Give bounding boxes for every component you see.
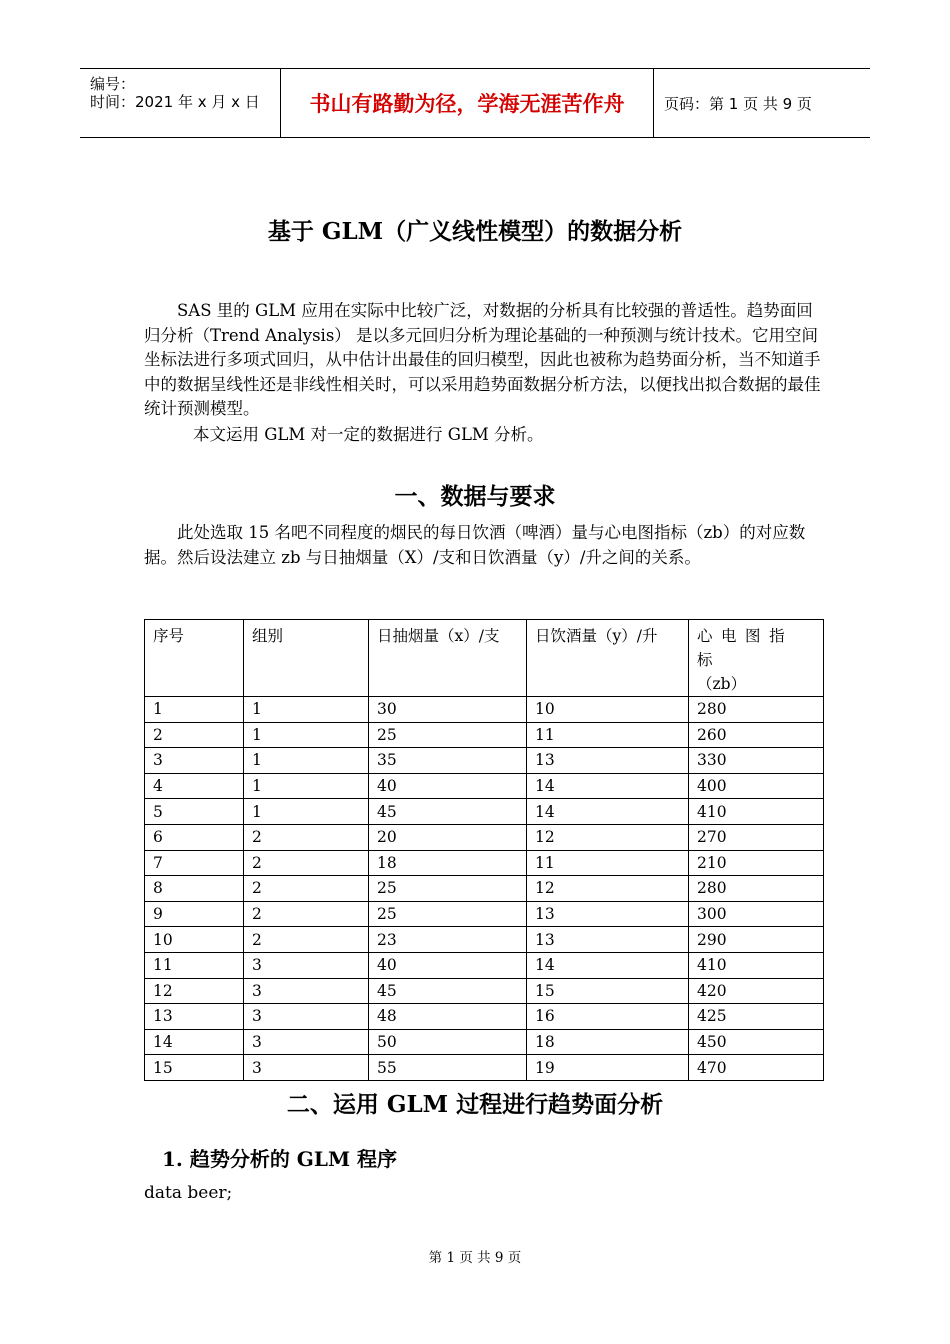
table-cell: 45	[369, 799, 527, 825]
table-row	[145, 927, 824, 953]
table-cell: 4	[145, 773, 244, 799]
page-header	[80, 68, 870, 138]
table-cell: 20	[369, 824, 527, 850]
table-cell: 40	[369, 952, 527, 978]
table-row	[145, 773, 824, 799]
table-cell: 420	[689, 978, 824, 1004]
table-cell: 2	[244, 901, 369, 927]
table-cell: 290	[689, 927, 824, 953]
table-cell: 12	[145, 978, 244, 1004]
table-cell: 12	[527, 824, 689, 850]
table-cell: 2	[244, 850, 369, 876]
header-motto-cell	[281, 69, 654, 137]
header-drinking: 日饮酒量（y）/升	[527, 620, 689, 697]
table-row	[145, 876, 824, 902]
table-cell: 50	[369, 1029, 527, 1055]
table-row	[145, 1029, 824, 1055]
section-2-subheading: 1. 趋势分析的 GLM 程序	[162, 1147, 398, 1171]
table-cell: 3	[145, 748, 244, 774]
header-meta	[80, 69, 281, 137]
table-cell: 23	[369, 927, 527, 953]
table-cell: 330	[689, 748, 824, 774]
table-cell: 1	[244, 697, 369, 723]
table-cell: 11	[145, 952, 244, 978]
intro-paragraph-2: 本文运用 GLM 对一定的数据进行 GLM 分析。	[193, 425, 544, 444]
page-footer: 第 1 页 共 9 页	[428, 1250, 522, 1266]
table-cell: 15	[527, 978, 689, 1004]
table-cell: 2	[145, 722, 244, 748]
table-cell: 10	[527, 697, 689, 723]
document-title: 基于 GLM（广义线性模型）的数据分析	[267, 218, 683, 245]
data-table	[144, 619, 824, 1081]
code-line: data beer;	[144, 1183, 233, 1203]
table-cell: 11	[527, 850, 689, 876]
table-row	[145, 978, 824, 1004]
table-cell: 410	[689, 799, 824, 825]
table-cell: 8	[145, 876, 244, 902]
header-page-info: 页码：第 1 页 共 9 页	[664, 94, 812, 113]
table-cell: 13	[527, 748, 689, 774]
table-cell: 3	[244, 1029, 369, 1055]
table-cell: 14	[527, 952, 689, 978]
header-smoking: 日抽烟量（x）/支	[369, 620, 527, 697]
intro-paragraph-1: SAS 里的 GLM 应用在实际中比较广泛，对数据的分析具有比较强的普适性。趋势面回归分析（Trend Analysis） 是以多元回归分析为理论基础的一种预测与统计技术。它用空间坐标法进行多项式回归，从中估计出最佳的回归模型，因此也被称为趋势面分析，当不知道手中的数据呈线性还是非线性相关时，可以采用趋势面数据分析方法，以便找出拟合数据的最佳统计预测模型。	[144, 301, 821, 418]
table-row	[145, 1004, 824, 1030]
table-cell: 14	[527, 773, 689, 799]
table-header-row	[145, 620, 824, 697]
header-zb: 心电图指标 （zb）	[689, 620, 824, 697]
table-cell: 1	[244, 722, 369, 748]
table-cell: 30	[369, 697, 527, 723]
table-cell: 3	[244, 1055, 369, 1081]
table-row	[145, 824, 824, 850]
table-cell: 425	[689, 1004, 824, 1030]
table-cell: 1	[244, 799, 369, 825]
table-cell: 7	[145, 850, 244, 876]
table-cell: 19	[527, 1055, 689, 1081]
table-row	[145, 722, 824, 748]
table-row	[145, 697, 824, 723]
table-cell: 280	[689, 876, 824, 902]
table-cell: 3	[244, 952, 369, 978]
table-row	[145, 748, 824, 774]
table-row	[145, 1055, 824, 1081]
table-cell: 13	[145, 1004, 244, 1030]
header-motto: 书山有路勤为径，学海无涯苦作舟	[309, 92, 625, 116]
table-row	[145, 799, 824, 825]
number-label: 编号：	[90, 75, 136, 93]
table-cell: 18	[369, 850, 527, 876]
table-cell: 13	[527, 901, 689, 927]
table-row	[145, 901, 824, 927]
table-cell: 1	[145, 697, 244, 723]
header-index: 序号	[145, 620, 244, 697]
section-2-heading: 二、运用 GLM 过程进行趋势面分析	[286, 1091, 664, 1118]
table-cell: 2	[244, 876, 369, 902]
table-cell: 5	[145, 799, 244, 825]
table-cell: 300	[689, 901, 824, 927]
table-cell: 15	[145, 1055, 244, 1081]
table-cell: 210	[689, 850, 824, 876]
table-cell: 6	[145, 824, 244, 850]
table-cell: 25	[369, 901, 527, 927]
table-cell: 3	[244, 1004, 369, 1030]
header-group: 组别	[244, 620, 369, 697]
table-cell: 40	[369, 773, 527, 799]
table-cell: 1	[244, 748, 369, 774]
table-cell: 18	[527, 1029, 689, 1055]
table-cell: 35	[369, 748, 527, 774]
table-cell: 12	[527, 876, 689, 902]
table-cell: 2	[244, 824, 369, 850]
table-cell: 450	[689, 1029, 824, 1055]
section-1-paragraph: 此处选取 15 名吧不同程度的烟民的每日饮酒（啤酒）量与心电图指标（zb）的对应数据。然后设法建立 zb 与日抽烟量（X）/支和日饮酒量（y）/升之间的关系。	[144, 523, 806, 567]
table-cell: 16	[527, 1004, 689, 1030]
table-cell: 280	[689, 697, 824, 723]
table-body	[145, 697, 824, 1081]
section-1-heading: 一、数据与要求	[394, 483, 556, 510]
table-cell: 2	[244, 927, 369, 953]
table-cell: 25	[369, 876, 527, 902]
table-cell: 1	[244, 773, 369, 799]
table-cell: 470	[689, 1055, 824, 1081]
table-row	[145, 952, 824, 978]
table-cell: 270	[689, 824, 824, 850]
table-cell: 14	[527, 799, 689, 825]
table-cell: 25	[369, 722, 527, 748]
table-cell: 400	[689, 773, 824, 799]
table-cell: 11	[527, 722, 689, 748]
table-cell: 260	[689, 722, 824, 748]
table-cell: 55	[369, 1055, 527, 1081]
table-cell: 3	[244, 978, 369, 1004]
table-cell: 14	[145, 1029, 244, 1055]
table-cell: 10	[145, 927, 244, 953]
table-cell: 45	[369, 978, 527, 1004]
table-cell: 9	[145, 901, 244, 927]
date-label: 时间：2021 年 x 月 x 日	[90, 93, 260, 111]
table-cell: 410	[689, 952, 824, 978]
table-cell: 48	[369, 1004, 527, 1030]
table-row	[145, 850, 824, 876]
table-cell: 13	[527, 927, 689, 953]
